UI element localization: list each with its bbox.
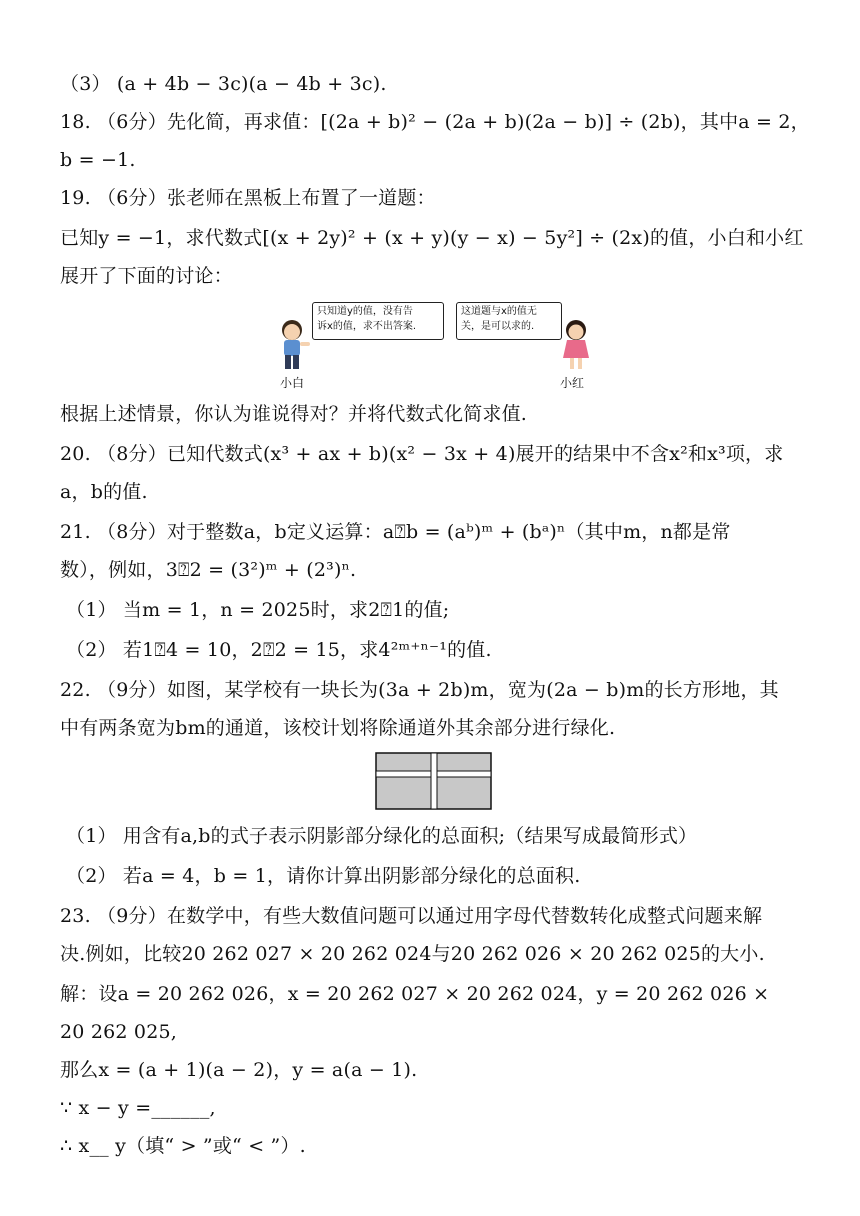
q20-line2: a，b的值.	[60, 481, 148, 503]
q19-line4: 根据上述情景，你认为谁说得对？并将代数式化简求值.	[60, 403, 528, 425]
q23-line2: 决.例如，比较20 262 027 × 20 262 024与20 262 026 × 20 262 025的大小.	[60, 943, 765, 965]
left-speech-bubble	[312, 302, 444, 340]
q22-line1: 22. （9分）如图，某学校有一块长为(3a + 2b)m，宽为(2a − b)m的长方形地，其	[60, 679, 779, 701]
left-kid-name: 小白	[280, 376, 305, 390]
q20-line1: 20. （8分）已知代数式(x³ + ax + b)(x² − 3x + 4)展开的结果中不含x²和x³项，求	[60, 443, 784, 465]
q23-line5: 那么x = (a + 1)(a − 2)，y = a(a − 1).	[60, 1059, 418, 1081]
q22-part1: （1） 用含有a,b的式子表示阴影部分绿化的总面积;（结果写成最简形式）	[66, 825, 698, 847]
q23-line3: 解：设a = 20 262 026，x = 20 262 027 × 20 262 024，y = 20 262 026 ×	[60, 983, 770, 1005]
boy-figure	[276, 318, 312, 372]
q19-line2: 已知y = −1，求代数式[(x + 2y)² + (x + y)(y − x) − 5y²] ÷ (2x)的值，小白和小红	[60, 227, 804, 249]
right-speech-bubble	[456, 302, 562, 340]
q18-line2: b = −1.	[60, 149, 136, 171]
q19-line1: 19. （6分）张老师在黑板上布置了一道题：	[60, 187, 436, 209]
q19-line3: 展开了下面的讨论：	[60, 265, 233, 287]
right-kid-name: 小红	[560, 376, 585, 390]
q22-line2: 中有两条宽为bm的通道，该校计划将除通道外其余部分进行绿化.	[60, 717, 616, 739]
q18-line1: 18. （6分）先化简，再求值：[(2a + b)² − (2a + b)(2a − b)] ÷ (2b)，其中a = 2，	[60, 111, 810, 133]
q17-part3: （3） (a + 4b − 3c)(a − 4b + 3c).	[60, 73, 387, 95]
left-bubble-line1: 只知道y的值，没有告	[317, 306, 413, 317]
q21-part2: （2） 若1⍰4 = 10，2⍰2 = 15，求4²ᵐ⁺ⁿ⁻¹的值.	[66, 639, 492, 661]
q22-part2: （2） 若a = 4，b = 1，请你计算出阴影部分绿化的总面积.	[66, 865, 581, 887]
q21-part1: （1） 当m = 1，n = 2025时，求2⍰1的值;	[66, 599, 450, 621]
right-bubble-line1: 这道题与x的值无	[461, 306, 537, 317]
left-bubble-line2: 诉x的值，求不出答案.	[317, 321, 417, 332]
right-bubble-line2: 关，是可以求的.	[461, 321, 535, 332]
q21-line1: 21. （8分）对于整数a，b定义运算：a⍰b = (aᵇ)ᵐ + (bᵃ)ⁿ（其中m，n都是常	[60, 521, 731, 543]
rectangle-field-figure	[375, 752, 493, 812]
dialogue-figure	[270, 296, 600, 392]
q23-line6: ∵ x − y =______,	[60, 1097, 216, 1119]
q23-line4: 20 262 025,	[60, 1021, 178, 1043]
q23-line1: 23. （9分）在数学中，有些大数值问题可以通过用字母代替数转化成整式问题来解	[60, 905, 763, 927]
girl-figure	[558, 318, 594, 372]
q21-line2: 数），例如，3⍰2 = (3²)ᵐ + (2³)ⁿ.	[60, 559, 357, 581]
q23-line7: ∴ x__ y（填“ > ”或“ < ”）.	[60, 1135, 306, 1157]
